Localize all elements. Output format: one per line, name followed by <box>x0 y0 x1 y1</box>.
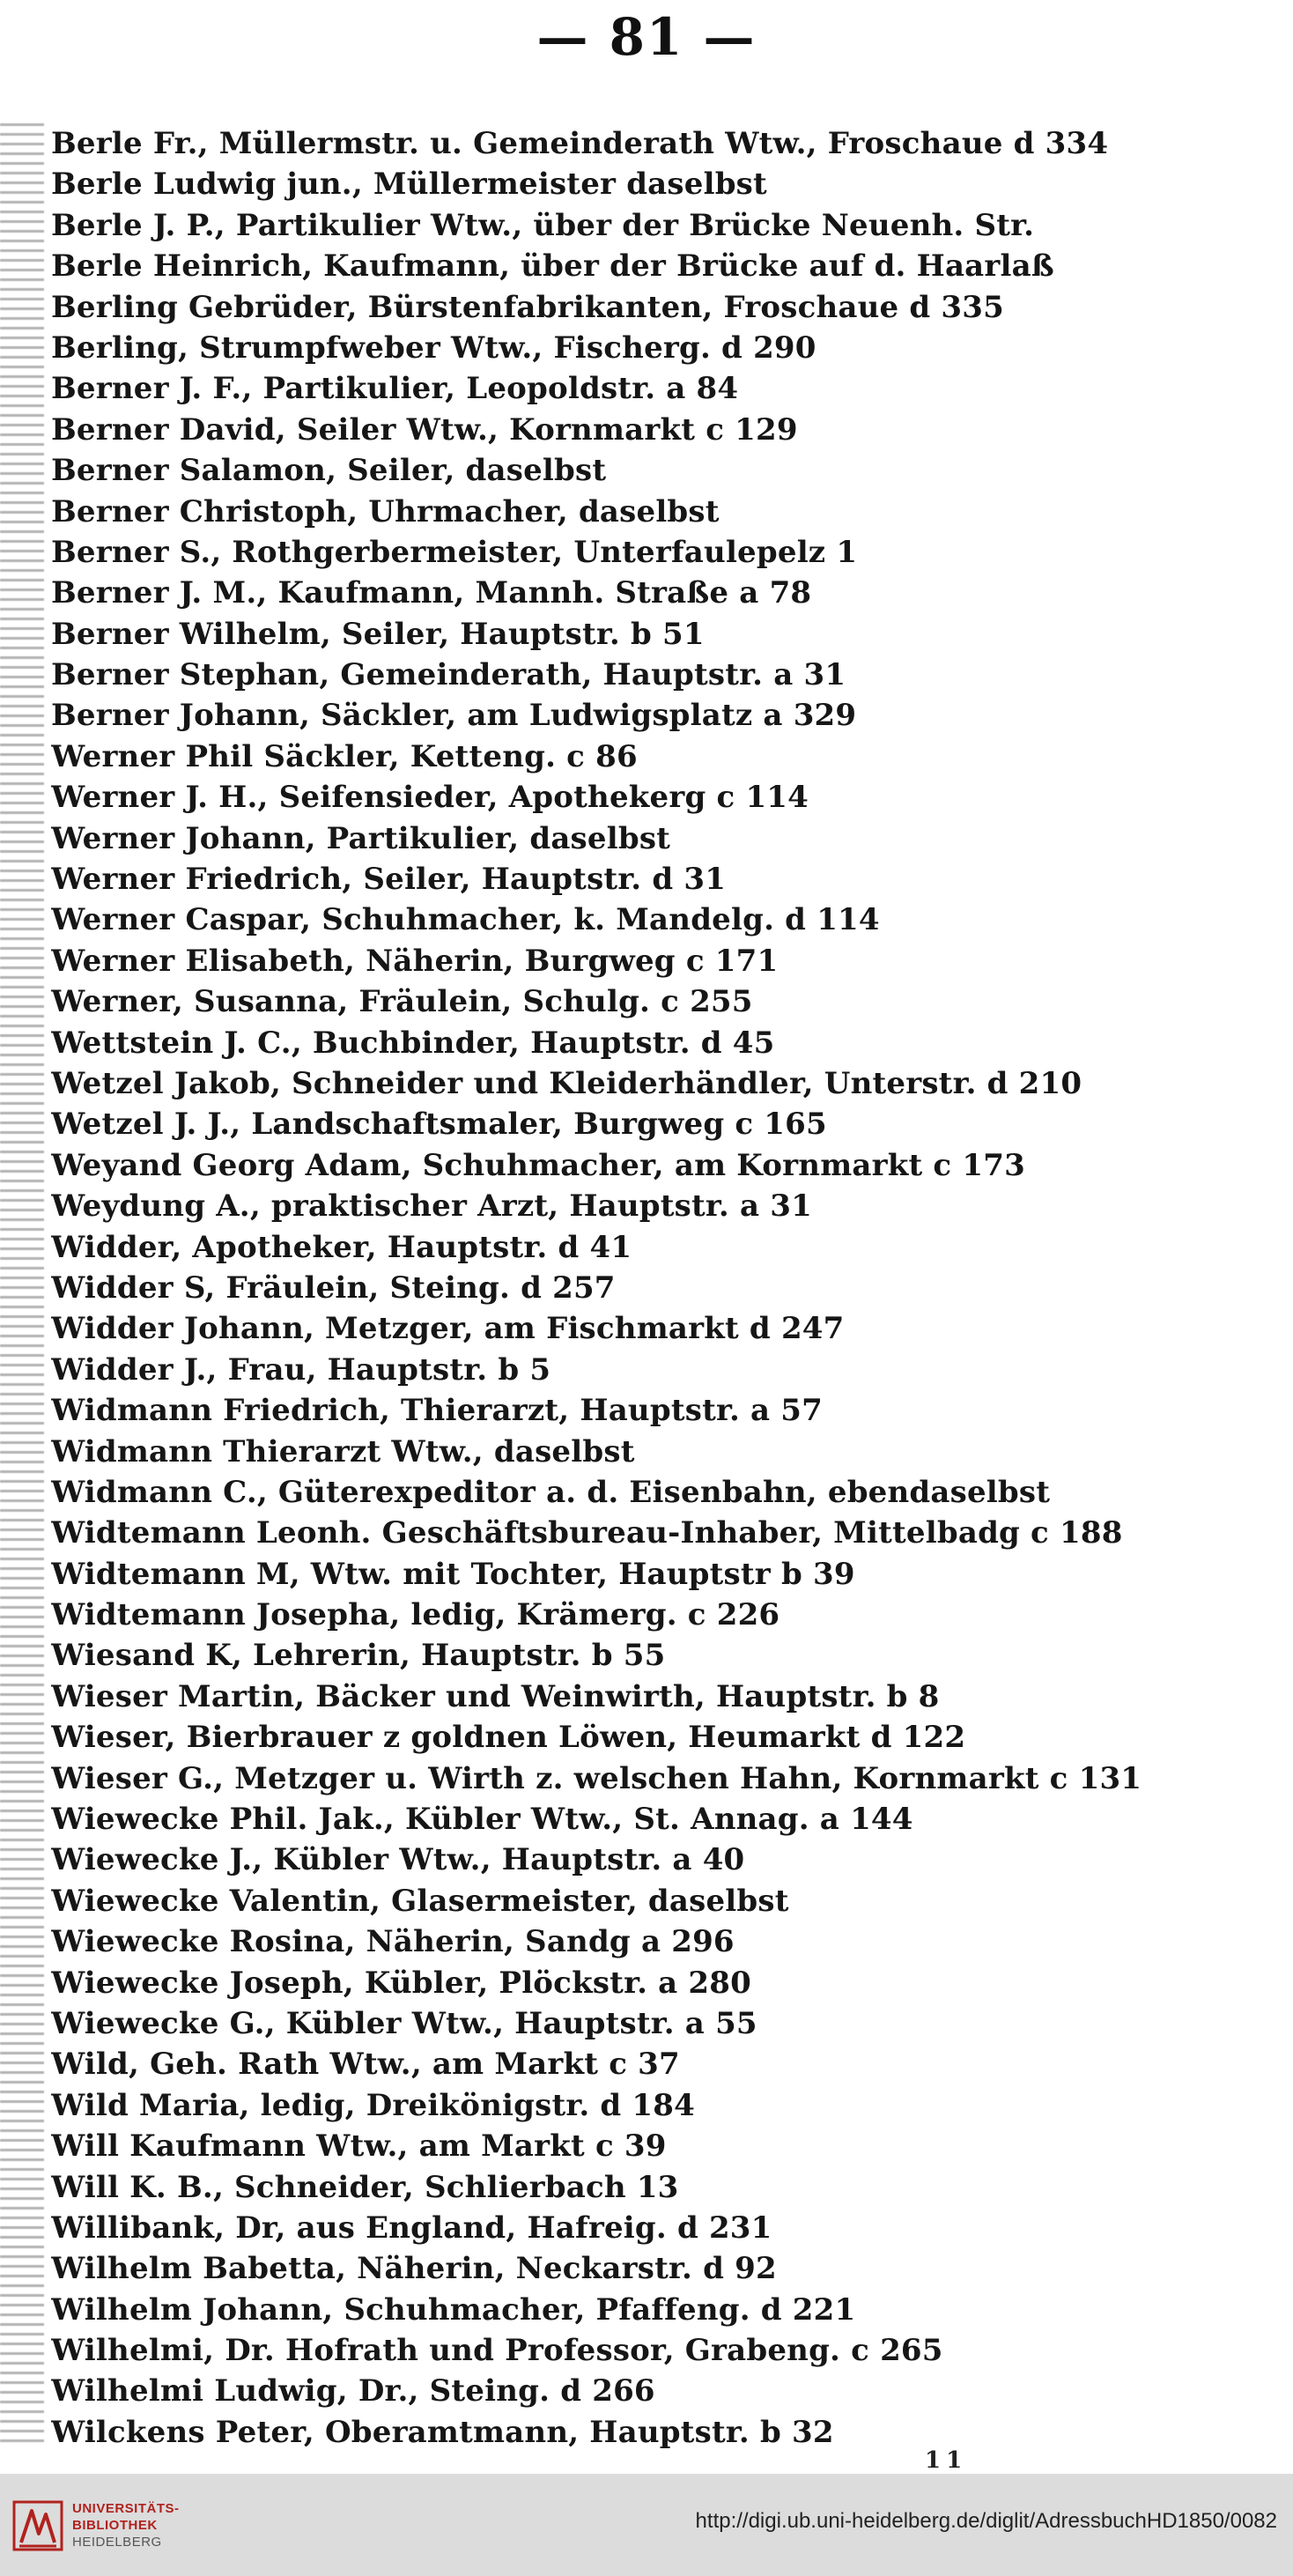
page-header <box>0 0 1293 115</box>
address-entry: Widder S, Fräulein, Steing. d 257 <box>51 1269 616 1306</box>
address-entry: Werner, Susanna, Fräulein, Schulg. c 255 <box>51 984 753 1020</box>
address-entry: Wilhelmi Ludwig, Dr., Steing. d 266 <box>51 2373 655 2409</box>
address-entry: Willibank, Dr, aus England, Hafreig. d 231 <box>51 2210 772 2246</box>
address-entry: Wiewecke G., Kübler Wtw., Hauptstr. a 55 <box>51 2005 757 2041</box>
address-entry: Berner Christoph, Uhrmacher, daselbst <box>51 493 720 529</box>
address-entry: Berle Fr., Müllermstr. u. Gemeinderath Wtw., Froschaue d 334 <box>51 126 1109 161</box>
address-entry: Berner David, Seiler Wtw., Kornmarkt c 129 <box>51 411 798 448</box>
address-entry: Will K. B., Schneider, Schlierbach 13 <box>51 2169 679 2205</box>
library-logo-icon <box>12 2498 63 2553</box>
binding-margin-marks <box>0 123 44 2449</box>
library-footer-bar <box>0 2474 1293 2576</box>
address-entry: Wilhelmi, Dr. Hofrath und Professor, Grabeng. c 265 <box>51 2333 943 2369</box>
address-entry: Berle J. P., Partikulier Wtw., über der Brücke Neuenh. Str. <box>51 207 1035 243</box>
address-entry: Wetzel Jakob, Schneider und Kleiderhändler, Unterstr. d 210 <box>51 1065 1082 1101</box>
address-entry: Widmann Friedrich, Thierarzt, Hauptstr. a 57 <box>51 1393 824 1429</box>
logo-line-3: HEIDELBERG <box>72 2535 162 2550</box>
address-entry: Berle Ludwig jun., Müllermeister daselbst <box>51 167 767 203</box>
address-entry: Werner Elisabeth, Näherin, Burgweg c 171 <box>51 943 779 979</box>
address-entry: Wieser G., Metzger u. Wirth z. welschen Hahn, Kornmarkt c 131 <box>51 1760 1142 1796</box>
address-entry: Wilhelm Babetta, Näherin, Neckarstr. d 92 <box>51 2251 777 2287</box>
address-entry: Wiewecke Phil. Jak., Kübler Wtw., St. Annag. a 144 <box>51 1802 913 1838</box>
address-entry: Berner Salamon, Seiler, daselbst <box>51 453 607 489</box>
address-entry: Berner J. M., Kaufmann, Mannh. Straße a 78 <box>51 575 812 611</box>
address-entry: Wieser Martin, Bäcker und Weinwirth, Hauptstr. b 8 <box>51 1678 940 1714</box>
address-entry: Widmann C., Güterexpeditor a. d. Eisenbahn, ebendaselbst <box>51 1474 1051 1510</box>
address-entry: Wilckens Peter, Oberamtmann, Hauptstr. b 32 <box>51 2414 834 2450</box>
logo-line-1: UNIVERSITÄTS- <box>72 2501 180 2516</box>
library-logo-text <box>72 2500 180 2550</box>
address-entry: Wieser, Bierbrauer z goldnen Löwen, Heumarkt d 122 <box>51 1720 966 1756</box>
address-entry: Weydung A., praktischer Arzt, Hauptstr. a 31 <box>51 1188 812 1225</box>
address-entry: Werner Johann, Partikulier, daselbst <box>51 820 671 856</box>
address-entry: Wiewecke J., Kübler Wtw., Hauptstr. a 40 <box>51 1842 745 1878</box>
address-entry: Wiesand K, Lehrerin, Hauptstr. b 55 <box>51 1638 666 1674</box>
address-entry-list <box>51 123 1249 2453</box>
address-entry: Berner Stephan, Gemeinderath, Hauptstr. a 31 <box>51 657 846 693</box>
address-entry: Wiewecke Joseph, Kübler, Plöckstr. a 280 <box>51 1965 751 2001</box>
address-entry: Widtemann M, Wtw. mit Tochter, Hauptstr b 39 <box>51 1556 855 1592</box>
address-entry: Wild, Geh. Rath Wtw., am Markt c 37 <box>51 2047 680 2083</box>
page-number: — 81 — <box>536 7 757 67</box>
address-entry: Widmann Thierarzt Wtw., daselbst <box>51 1433 635 1469</box>
address-entry: Berner S., Rothgerbermeister, Unterfaulepelz 1 <box>51 534 858 570</box>
address-entry: Wild Maria, ledig, Dreikönigstr. d 184 <box>51 2087 695 2123</box>
address-entry: Berle Heinrich, Kaufmann, über der Brücke auf d. Haarlaß <box>51 248 1054 285</box>
address-entry: Widtemann Josepha, ledig, Krämerg. c 226 <box>51 1597 780 1633</box>
address-entry: Will Kaufmann Wtw., am Markt c 39 <box>51 2128 667 2165</box>
address-entry: Wilhelm Johann, Schuhmacher, Pfaffeng. d 221 <box>51 2291 856 2328</box>
address-entry: Werner J. H., Seifensieder, Apothekerg c 114 <box>51 780 809 816</box>
address-entry: Widder Johann, Metzger, am Fischmarkt d 247 <box>51 1311 845 1347</box>
library-logo[interactable] <box>12 2495 188 2557</box>
address-entry: Berling, Strumpfweber Wtw., Fischerg. d 290 <box>51 329 816 366</box>
address-entry: Berner Wilhelm, Seiler, Hauptstr. b 51 <box>51 616 705 652</box>
address-entry: Berling Gebrüder, Bürstenfabrikanten, Froschaue d 335 <box>51 289 1004 325</box>
page-bottom-mark: 11 <box>925 2447 968 2474</box>
address-entry: Widtemann Leonh. Geschäftsbureau-Inhaber, Mittelbadg c 188 <box>51 1515 1123 1551</box>
address-entry: Wiewecke Rosina, Näherin, Sandg a 296 <box>51 1924 735 1960</box>
address-entry: Werner Caspar, Schuhmacher, k. Mandelg. d 114 <box>51 902 880 938</box>
address-entry: Werner Phil Säckler, Ketteng. c 86 <box>51 738 638 774</box>
address-entry: Wetzel J. J., Landschaftsmaler, Burgweg c 165 <box>51 1107 827 1143</box>
address-entry: Wiewecke Valentin, Glasermeister, daselbst <box>51 1883 789 1919</box>
address-entry: Wettstein J. C., Buchbinder, Hauptstr. d 45 <box>51 1025 775 1061</box>
address-entry: Berner J. F., Partikulier, Leopoldstr. a 84 <box>51 371 739 407</box>
address-entry: Widder, Apotheker, Hauptstr. d 41 <box>51 1229 632 1265</box>
address-entry: Weyand Georg Adam, Schuhmacher, am Kornmarkt c 173 <box>51 1147 1025 1183</box>
source-url-link[interactable]: http://digi.ub.uni-heidelberg.de/diglit/AdressbuchHD1850/0082 <box>695 2509 1277 2533</box>
logo-line-2: BIBLIOTHEK <box>72 2518 158 2533</box>
address-entry: Werner Friedrich, Seiler, Hauptstr. d 31 <box>51 862 727 898</box>
address-entry: Berner Johann, Säckler, am Ludwigsplatz a 329 <box>51 698 857 734</box>
address-entry: Widder J., Frau, Hauptstr. b 5 <box>51 1351 551 1388</box>
